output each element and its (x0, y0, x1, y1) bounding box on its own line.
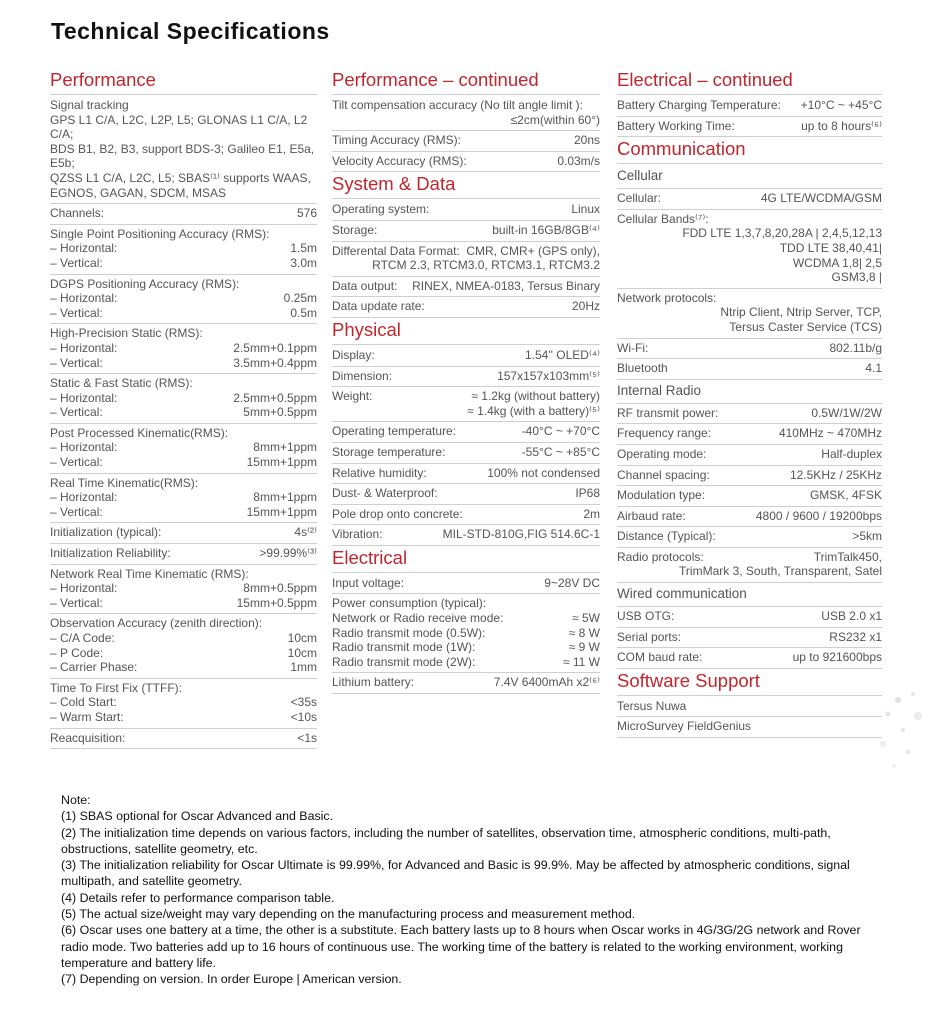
spec-value: GMSK, 4FSK (809, 488, 882, 503)
spec-row (617, 648, 882, 669)
spec-value: up to 8 hours⁽⁶⁾ (801, 118, 882, 133)
spec-value: 10cm (287, 645, 317, 660)
spec-key: Relative humidity: (332, 465, 427, 480)
spec-row (50, 275, 317, 325)
spec-key: – Vertical: (50, 305, 103, 320)
spec-row (332, 422, 600, 443)
spec-key: – Cold Start: (50, 695, 117, 710)
spec-row (332, 297, 600, 318)
spec-row (617, 607, 882, 628)
spec-key: Differental Data Format: (332, 243, 460, 258)
spec-pair (50, 731, 317, 746)
spec-value: 0.03m/s (557, 153, 600, 168)
spec-key: – Vertical: (50, 504, 103, 519)
spec-row (332, 221, 600, 242)
spec-key: RF transmit power: (617, 405, 719, 420)
spec-label: High-Precision Static (RMS): (50, 326, 203, 341)
section-header: Electrical (332, 546, 600, 573)
spec-key: Operating system: (332, 202, 430, 217)
spec-value: 4800 / 9600 / 19200bps (755, 508, 882, 523)
spec-key: – Horizontal: (50, 581, 118, 596)
spec-value-line: FDD LTE 1,3,7,8,20,28A | 2,4,5,12,13 (682, 226, 882, 241)
spec-label: Observation Accuracy (zenith direction): (50, 616, 263, 631)
spec-pair (617, 406, 882, 421)
column-middle (332, 68, 600, 694)
spec-value: 8mm+1ppm (253, 440, 317, 455)
spec-row (617, 424, 882, 445)
spec-row (50, 679, 317, 729)
spec-key: Storage temperature: (332, 444, 446, 459)
spec-row (50, 225, 317, 275)
spec-value: 0.5W/1W/2W (811, 405, 882, 420)
spec-key: – Carrier Phase: (50, 660, 138, 675)
spec-value: 576 (296, 206, 317, 221)
spec-key: Dimension: (332, 368, 393, 383)
spec-key: – Vertical: (50, 455, 103, 470)
spec-pair (332, 279, 600, 294)
spec-value: 1.54'' OLED⁽⁴⁾ (525, 347, 600, 362)
spec-key: MicroSurvey FieldGenius (617, 719, 752, 734)
spec-value: 15mm+1ppm (246, 455, 317, 470)
spec-label: Post Processed Kinematic(RMS): (50, 425, 229, 440)
spec-value: 802.11b/g (829, 340, 882, 355)
spec-pair (50, 455, 317, 470)
spec-pair (50, 646, 317, 661)
footnote-item: (1) SBAS optional for Oscar Advanced and Basic. (61, 809, 334, 824)
spec-key: – Horizontal: (50, 241, 118, 256)
section-header: Performance – continued (332, 68, 600, 95)
spec-row (617, 445, 882, 466)
spec-key: Tersus Nuwa (617, 698, 687, 713)
spec-key: Channels: (50, 206, 105, 221)
spec-value: 9~28V DC (544, 575, 600, 590)
spec-key: Modulation type: (617, 488, 706, 503)
spec-value: RINEX, NMEA-0183, Tersus Binary (412, 278, 600, 293)
spec-pair (617, 550, 882, 565)
spec-pair (50, 546, 317, 561)
spec-pair (617, 630, 882, 645)
spec-pair (617, 509, 882, 524)
spec-row (50, 204, 317, 225)
spec-key: Channel spacing: (617, 467, 710, 482)
spec-value: 15mm+1ppm (246, 504, 317, 519)
spec-value: 2m (583, 506, 600, 521)
spec-row (50, 324, 317, 374)
spec-key: Serial ports: (617, 629, 682, 644)
spec-pair (332, 611, 600, 626)
spec-value-continued: RTCM 2.3, RTCM3.0, RTCM3.1, RTCM3.2 (372, 258, 600, 273)
spec-key: Data update rate: (332, 299, 425, 314)
spec-line: EGNOS, GAGAN, SDCM, MSAS (50, 185, 227, 200)
spec-pair (332, 655, 600, 670)
spec-pair (332, 133, 600, 148)
spec-pair (50, 710, 317, 725)
spec-value: 1.5m (290, 241, 317, 256)
spec-row (50, 523, 317, 544)
spec-value: 3.0m (290, 255, 317, 270)
spec-value: 4.1 (865, 361, 882, 376)
spec-key: Reacquisition: (50, 730, 126, 745)
spec-pair (617, 699, 882, 714)
spec-value: 157x157x103mm⁽⁵⁾ (497, 368, 600, 383)
spec-key: – Vertical: (50, 355, 103, 370)
spec-pair (50, 490, 317, 505)
spec-key: Storage: (332, 222, 378, 237)
spec-pair (50, 525, 317, 540)
spec-value: 15mm+0.5ppm (236, 595, 317, 610)
section-header: Electrical – continued (617, 68, 882, 95)
spec-key: Network or Radio receive mode: (332, 611, 504, 626)
spec-value: 2.5mm+0.5ppm (233, 390, 317, 405)
spec-row (617, 117, 882, 138)
spec-pair (50, 341, 317, 356)
spec-value: built-in 16GB/8GB⁽⁴⁾ (492, 222, 600, 237)
spec-key: Airbaud rate: (617, 508, 686, 523)
footnote-item: (7) Depending on version. In order Europe | American version. (61, 972, 402, 987)
spec-value: >99.99%⁽³⁾ (259, 546, 317, 561)
spec-pair (332, 244, 600, 259)
spec-pair (332, 466, 600, 481)
spec-key: Operating mode: (617, 446, 707, 461)
spec-value-line: WCDMA 1,8| 2,5 (792, 255, 882, 270)
spec-key: Battery Charging Temperature: (617, 98, 781, 112)
spec-pair (50, 695, 317, 710)
spec-pair (617, 426, 882, 441)
footnote-item: (2) The initialization time depends on various factors, including the number of satellites, observation time, atmospheric conditions, multi-path, obstructions, satellite geometry, etc. (61, 825, 831, 856)
spec-label: Signal tracking (50, 98, 129, 112)
spec-label: DGPS Positioning Accuracy (RMS): (50, 276, 240, 291)
spec-row (332, 464, 600, 485)
spec-pair (617, 361, 882, 376)
spec-value: 20Hz (571, 299, 600, 314)
spec-label: Network Real Time Kinematic (RMS): (50, 566, 249, 581)
spec-key: Velocity Accuracy (RMS): (332, 153, 467, 168)
section-header: System & Data (332, 172, 600, 199)
spec-row (617, 96, 882, 117)
spec-value-continued: ≤2cm(within 60°) (510, 112, 600, 127)
column-left (50, 68, 317, 749)
spec-key: USB OTG: (617, 609, 675, 624)
page-title: Technical Specifications (51, 18, 330, 44)
spec-row (50, 474, 317, 524)
spec-row (617, 359, 882, 380)
spec-pair (50, 631, 317, 646)
spec-pair (332, 424, 600, 439)
spec-value: 5mm+0.5ppm (243, 405, 317, 420)
spec-value: >5km (852, 529, 882, 544)
spec-row (332, 96, 600, 131)
spec-label: Single Point Positioning Accuracy (RMS): (50, 226, 270, 241)
spec-pair (50, 291, 317, 306)
spec-key: – Vertical: (50, 255, 103, 270)
spec-row (332, 525, 600, 546)
spec-key: – C/A Code: (50, 631, 115, 645)
spec-value: +10°C ~ +45°C (800, 98, 882, 112)
spec-value: <10s (290, 709, 317, 724)
section-header: Performance (50, 68, 317, 95)
spec-pair (50, 660, 317, 675)
subsection-header: Cellular (617, 165, 882, 189)
spec-row (332, 200, 600, 221)
spec-key: Radio transmit mode (0.5W): (332, 625, 486, 640)
spec-value: IP68 (575, 486, 600, 501)
spec-row (332, 484, 600, 505)
spec-row (332, 277, 600, 298)
spec-key: Radio protocols: (617, 549, 704, 564)
spec-key: Dust- & Waterproof: (332, 486, 438, 501)
spec-row (50, 424, 317, 474)
spec-value: 410MHz ~ 470MHz (778, 426, 882, 441)
spec-row (617, 697, 882, 718)
spec-pair (332, 507, 600, 522)
spec-pair (50, 256, 317, 271)
spec-key: Initialization Reliability: (50, 546, 171, 561)
spec-value: 12.5KHz / 25KHz (789, 467, 882, 482)
subsection-header: Internal Radio (617, 380, 882, 404)
spec-pair (332, 486, 600, 501)
spec-pair (50, 581, 317, 596)
spec-key: Frequency range: (617, 426, 712, 441)
decorative-splash-graphic (858, 686, 928, 776)
spec-row (617, 189, 882, 210)
spec-key: Distance (Typical): (617, 529, 716, 544)
footnotes (61, 792, 881, 988)
spec-value: 7.4V 6400mAh x2⁽⁶⁾ (493, 675, 600, 690)
spec-label: Tilt compensation accuracy (No tilt angle limit ): (332, 98, 583, 112)
spec-key: – Horizontal: (50, 440, 118, 455)
spec-row (50, 374, 317, 424)
spec-pair (50, 306, 317, 321)
footnote-item: (4) Details refer to performance comparison table. (61, 890, 335, 905)
spec-label: Static & Fast Static (RMS): (50, 376, 193, 391)
spec-row (50, 96, 317, 204)
spec-key: Cellular: (617, 191, 662, 206)
spec-row (332, 367, 600, 388)
spec-row (617, 628, 882, 649)
spec-key: Input voltage: (332, 575, 405, 590)
spec-key: – Warm Start: (50, 709, 124, 724)
section-header: Software Support (617, 669, 882, 696)
spec-pair (332, 299, 600, 314)
spec-pair (617, 650, 882, 665)
spec-value: 100% not condensed (487, 465, 600, 480)
spec-pair (617, 191, 882, 206)
spec-line: GPS L1 C/A, L2C, L2P, L5; GLONAS L1 C/A, L2 C/A; (50, 112, 308, 142)
spec-row (50, 614, 317, 678)
spec-row (332, 152, 600, 173)
spec-value: USB 2.0 x1 (821, 609, 882, 624)
column-right (617, 68, 882, 738)
spec-pair (332, 445, 600, 460)
spec-value: 4G LTE/WCDMA/GSM (760, 191, 882, 206)
spec-key: – P Code: (50, 645, 104, 660)
spec-row (332, 131, 600, 152)
subsection-header: Wired communication (617, 583, 882, 607)
spec-value: ≈ 5W (572, 611, 600, 626)
spec-value: -40°C ~ +70°C (521, 424, 600, 439)
spec-key: Timing Accuracy (RMS): (332, 133, 461, 148)
spec-value: 2.5mm+0.1ppm (233, 340, 317, 355)
spec-pair (332, 527, 600, 542)
spec-pair (617, 719, 882, 734)
spec-pair (332, 675, 600, 690)
spec-value: 8mm+1ppm (253, 490, 317, 505)
spec-row (332, 387, 600, 422)
spec-value: ≈ 11 W (562, 654, 600, 669)
spec-value-line: GSM3,8 | (831, 270, 882, 285)
spec-value: RS232 x1 (829, 629, 882, 644)
section-header: Communication (617, 137, 882, 164)
spec-pair (332, 576, 600, 591)
spec-value-line: TDD LTE 38,40,41| (779, 240, 882, 255)
spec-key: Pole drop onto concrete: (332, 506, 463, 521)
spec-pair (50, 356, 317, 371)
spec-row (617, 527, 882, 548)
spec-value: MIL-STD-810G,FIG 514.6C-1 (442, 527, 600, 542)
spec-row (332, 242, 600, 277)
spec-pair (50, 505, 317, 520)
spec-row (50, 729, 317, 750)
spec-value: <35s (290, 695, 317, 710)
spec-row (617, 486, 882, 507)
spec-value: 0.25m (283, 291, 317, 306)
spec-value: Linux (571, 202, 600, 217)
spec-value: 0.5m (290, 305, 317, 320)
spec-label: Real Time Kinematic(RMS): (50, 475, 199, 490)
spec-pair (617, 447, 882, 462)
spec-pair (617, 609, 882, 624)
spec-key: Display: (332, 347, 375, 362)
spec-key: Wi-Fi: (617, 340, 649, 355)
spec-row (617, 717, 882, 738)
spec-key: Battery Working Time: (617, 118, 735, 133)
spec-label: Time To First Fix (TTFF): (50, 680, 182, 695)
section-header: Physical (332, 318, 600, 345)
spec-row (332, 443, 600, 464)
spec-row (50, 544, 317, 565)
spec-value-continued: TrimMark 3, South, Transparent, Satel (679, 564, 882, 579)
spec-key: Data output: (332, 278, 398, 293)
spec-key: Vibration: (332, 527, 383, 542)
spec-row (617, 210, 882, 289)
spec-row (617, 339, 882, 360)
footnote-item: (6) Oscar uses one battery at a time, the other is a substitute. Each battery lasts up to 8 hours when Oscar works in 4G/3G/2G network and Rover radio mode. Two batteries add up to 16 hours of continuous use. The working time of the battery is related to the working environment, working temperature and battery life. (61, 923, 861, 970)
spec-pair (50, 241, 317, 256)
spec-pair (617, 468, 882, 483)
spec-value: 1mm (290, 660, 317, 675)
spec-key: – Vertical: (50, 595, 103, 610)
spec-row (332, 673, 600, 694)
spec-pair (617, 488, 882, 503)
spec-pair (332, 389, 600, 404)
spec-label: Power consumption (typical): (332, 596, 487, 611)
spec-pair (617, 98, 882, 113)
spec-value: 10cm (287, 631, 317, 645)
spec-value-continued: ≈ 1.4kg (with a battery)⁽⁵⁾ (467, 403, 600, 418)
spec-pair (332, 626, 600, 641)
spec-value: 8mm+0.5ppm (243, 581, 317, 596)
spec-pair (617, 119, 882, 134)
spec-row (617, 548, 882, 583)
spec-key: Weight: (332, 389, 373, 404)
spec-row (332, 505, 600, 526)
spec-row (617, 507, 882, 528)
spec-row (332, 574, 600, 595)
spec-pair (50, 596, 317, 611)
spec-row (617, 289, 882, 339)
spec-value: 20ns (573, 133, 600, 148)
spec-value-line: Tersus Caster Service (TCS) (729, 319, 882, 334)
spec-value: CMR, CMR+ (GPS only), (466, 243, 600, 258)
spec-pair (50, 405, 317, 420)
spec-key: Radio transmit mode (2W): (332, 654, 476, 669)
spec-row (332, 594, 600, 673)
spec-pair (332, 223, 600, 238)
spec-value: ≈ 8 W (568, 625, 600, 640)
spec-key: Radio transmit mode (1W): (332, 640, 476, 655)
spec-key: – Vertical: (50, 405, 103, 420)
spec-key: Initialization (typical): (50, 525, 162, 540)
footnote-item: (3) The initialization reliability for Oscar Ultimate is 99.99%, for Advanced and Basic is 99.9%. May be affected by atmospheric conditions, signal multipath, and satellite geometry. (61, 858, 850, 889)
spec-value: ≈ 9 W (568, 640, 600, 655)
spec-key: – Horizontal: (50, 291, 118, 306)
spec-value-line: Ntrip Client, Ntrip Server, TCP, (720, 305, 882, 320)
footnote-item: (5) The actual size/weight may vary depending on the manufacturing process and measurement method. (61, 907, 636, 922)
spec-row (332, 346, 600, 367)
spec-value: TrimTalk450, (813, 549, 882, 564)
spec-value: 3.5mm+0.4ppm (233, 355, 317, 370)
spec-pair (50, 206, 317, 221)
spec-label: Network protocols: (617, 290, 717, 305)
spec-line: QZSS L1 C/A, L2C, L5; SBAS⁽¹⁾ supports WAAS, (50, 170, 311, 185)
spec-key: Lithium battery: (332, 675, 415, 690)
spec-pair (332, 154, 600, 169)
spec-key: – Horizontal: (50, 390, 118, 405)
spec-line: BDS B1, B2, B3, support BDS-3; Galileo E1, E5a, E5b; (50, 141, 315, 171)
spec-key: Bluetooth (617, 361, 668, 376)
spec-pair (50, 391, 317, 406)
spec-key: Operating temperature: (332, 424, 457, 439)
spec-pair (332, 640, 600, 655)
spec-key: – Horizontal: (50, 490, 118, 505)
spec-value: -55°C ~ +85°C (521, 444, 600, 459)
spec-value: Half-duplex (821, 446, 882, 461)
spec-pair (332, 369, 600, 384)
spec-value: <1s (297, 730, 317, 745)
spec-row (617, 404, 882, 425)
spec-pair (617, 341, 882, 356)
spec-value: ≈ 1.2kg (without battery) (471, 389, 600, 404)
spec-row (50, 565, 317, 615)
spec-pair (617, 529, 882, 544)
spec-row (617, 466, 882, 487)
spec-pair (50, 440, 317, 455)
spec-key: COM baud rate: (617, 650, 703, 665)
spec-pair (332, 348, 600, 363)
footnote-item: Note: (61, 793, 91, 807)
spec-value: 4s⁽²⁾ (294, 525, 317, 540)
spec-key: – Horizontal: (50, 340, 118, 355)
spec-pair (332, 202, 600, 217)
spec-value: up to 921600bps (792, 650, 882, 665)
spec-label: Cellular Bands⁽⁷⁾: (617, 211, 709, 226)
